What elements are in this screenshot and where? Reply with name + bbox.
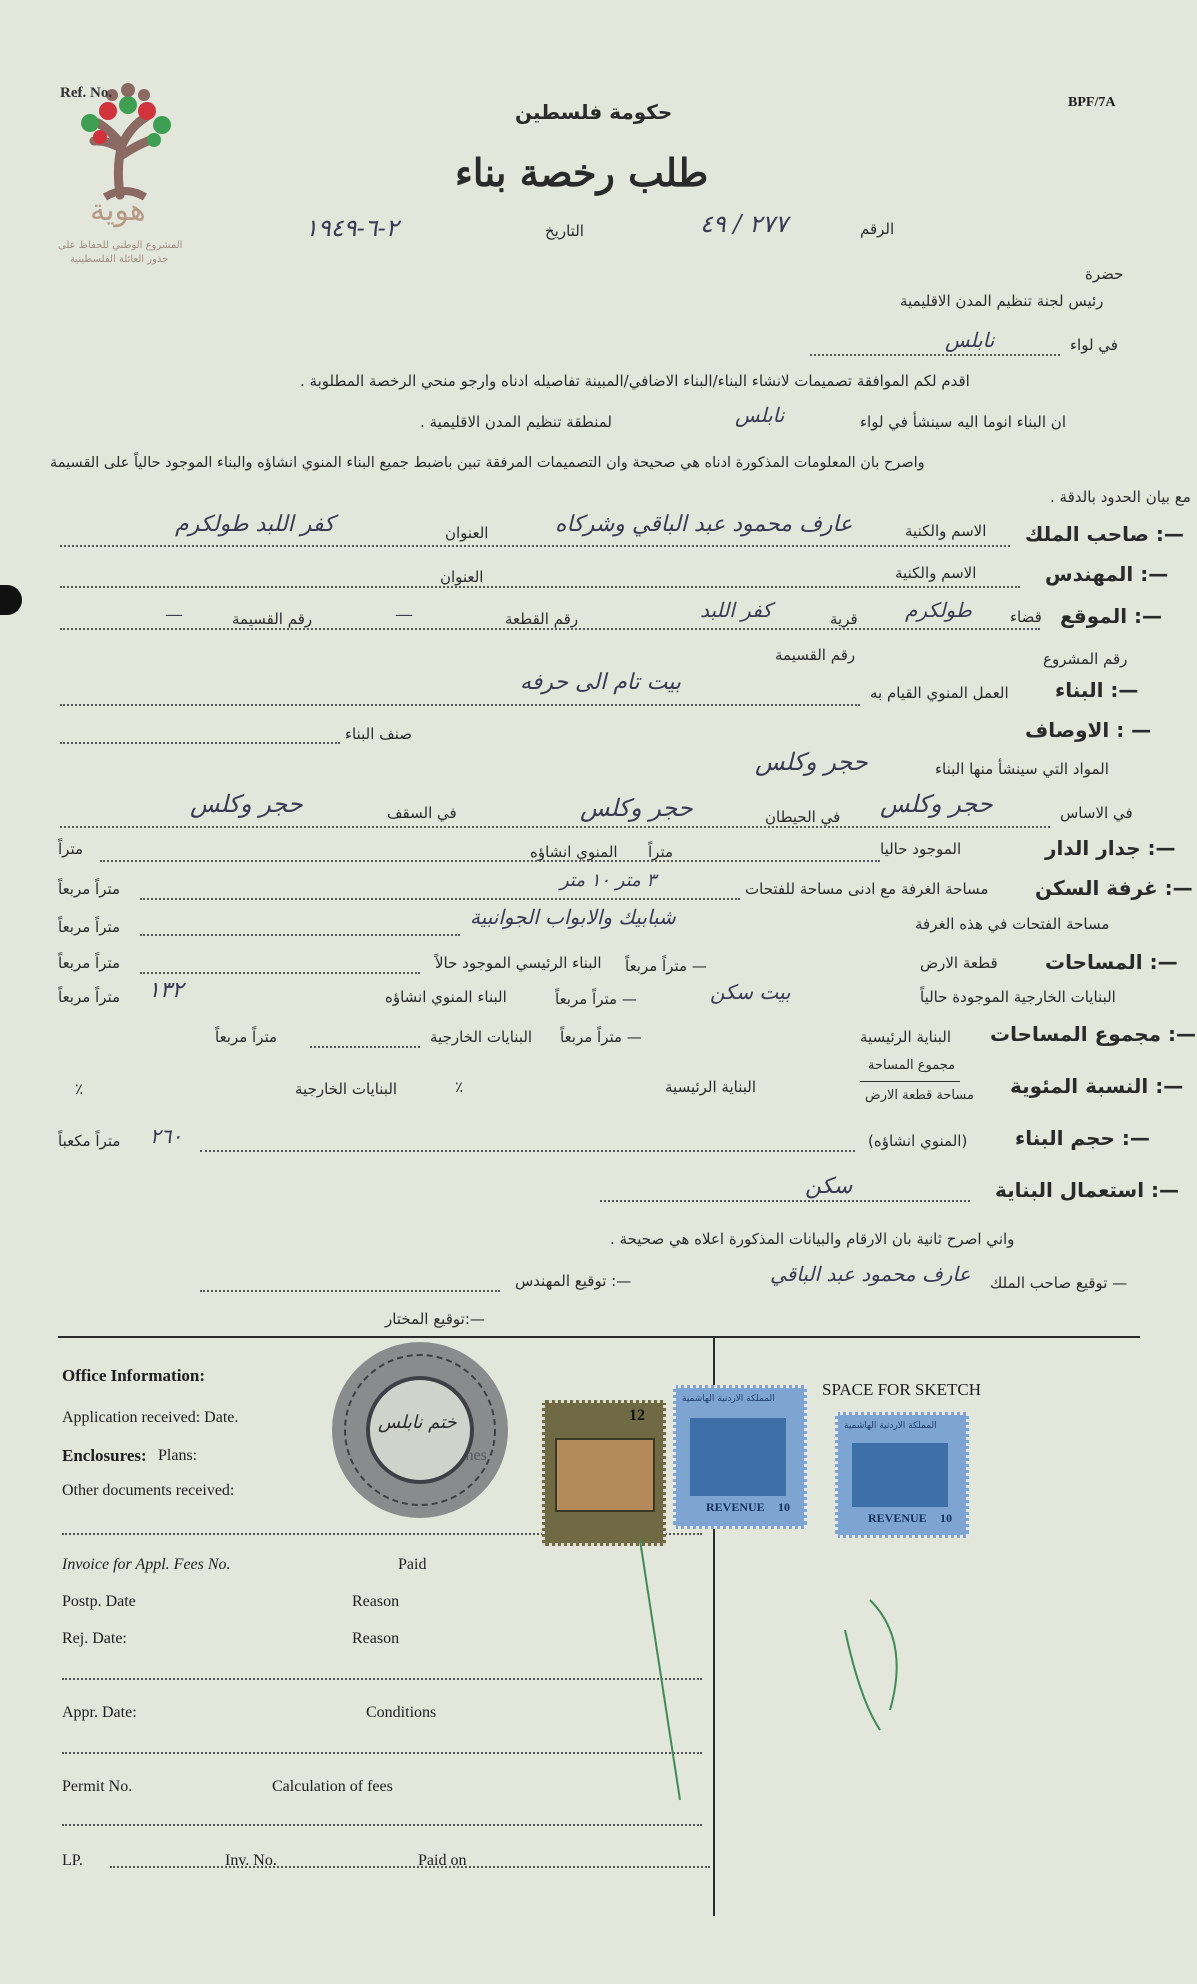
owner-name-value: عارف محمود عبد الباقي وشركاه — [555, 512, 853, 537]
date-label: التاريخ — [545, 222, 584, 240]
areas-ext-existing-label: البنايات الخارجية الموجودة حالياً — [920, 988, 1116, 1006]
punch-hole — [0, 585, 22, 615]
engineer-label: المهندس :— — [1045, 562, 1169, 586]
ratio-fraction-bar — [860, 1081, 960, 1082]
district-label: في لواء — [1070, 336, 1118, 354]
totals-ext-unit: متراً مربعاً — [215, 1028, 278, 1046]
paid-on-label: Paid on — [418, 1852, 467, 1869]
building-label: البناء :— — [1055, 678, 1139, 702]
ratio-main-label: البناية الرئيسية — [665, 1078, 757, 1096]
engineer-name-label: الاسم والكنية — [895, 564, 977, 582]
application-received: Application received: Date. — [62, 1409, 239, 1426]
areas-dotline — [140, 972, 420, 974]
totals-dotline — [310, 1046, 420, 1048]
enclosures-plans: Plans: — [158, 1447, 198, 1464]
location-district-label: قضاء — [1010, 608, 1042, 626]
areas-land-unit: متراً مربعاً — — [625, 957, 707, 975]
logo-tagline-1: المشروع الوطني للحفاظ على — [58, 240, 183, 251]
living-room-unit: متراً مربعاً — [58, 880, 121, 898]
revenue-stamp-2-label: REVENUE — [868, 1511, 927, 1525]
living-room-label: غرفة السكن :— — [1035, 876, 1193, 900]
location-plot-value: — — [395, 604, 413, 625]
ratio-label: النسبة المئوية :— — [1010, 1074, 1184, 1098]
intro-line3: واصرح بان المعلومات المذكورة ادناه هي صحيحة وان التصميمات المرفقة تبين باضبط جميع البناء المنوي انشاؤه والبناء الموجود حالياً على القسيمة — [50, 455, 925, 471]
ratio-pct2: ٪ — [75, 1080, 84, 1098]
location-label: الموقع :— — [1060, 604, 1163, 628]
engineer-signature-label: توقيع المهندس :— — [515, 1272, 632, 1290]
permit-number: Permit No. — [62, 1778, 133, 1795]
materials-foundation-label: في الاساس — [1060, 804, 1133, 822]
logo-brand-name: هوية — [90, 193, 146, 228]
government-title: حكومة فلسطين — [515, 100, 673, 124]
location-parcel-label: رقم القسيمة — [232, 610, 313, 628]
owner-dotline — [60, 545, 1010, 547]
addressee-hadra: حضرة — [1085, 265, 1124, 283]
engineer-sig-dotline — [200, 1290, 500, 1292]
living-room-area-label: مساحة الغرفة مع ادنى مساحة للفتحات — [745, 880, 989, 898]
areas-ext-unit: متراً مربعاً — — [555, 990, 637, 1008]
rejected-reason: Reason — [352, 1630, 400, 1647]
pen-mark-icon — [620, 1530, 970, 1810]
areas-main-existing-label: البناء الرئيسي الموجود حالاً — [435, 954, 602, 972]
materials-built-value: حجر وكلس — [755, 748, 868, 776]
other-documents: Other documents received: — [62, 1482, 235, 1499]
enclosures-label: Enclosures: — [62, 1446, 147, 1465]
mukhtar-signature-label: توقيع المختار:— — [385, 1310, 485, 1328]
yard-wall-dotline — [100, 860, 880, 862]
areas-land-label: قطعة الارض — [920, 954, 998, 972]
approved-date: Appr. Date: — [62, 1704, 137, 1721]
location-district-value: طولكرم — [905, 598, 972, 622]
engineer-dotline — [60, 586, 1020, 588]
descriptions-label: الاوصاف : — — [1025, 718, 1152, 742]
revenue-stamp-1-label: REVENUE — [706, 1500, 765, 1514]
office-dotline-3 — [62, 1752, 702, 1754]
office-top-border — [58, 1336, 1140, 1338]
revenue-stamp-1-value: 10 — [778, 1500, 790, 1514]
location-dotline — [60, 628, 1040, 630]
palestine-stamp-value: 12 — [629, 1407, 645, 1424]
living-room-area-value: ٣ متر ١٠ متر — [560, 870, 657, 891]
district-value: نابلس — [945, 328, 995, 352]
office-dotline-5 — [110, 1866, 710, 1868]
building-work-label: العمل المنوي القيام به — [870, 684, 1009, 702]
tree-logo-icon — [50, 45, 200, 205]
areas-main-unit: متراً مربعاً — [58, 954, 121, 972]
totals-main-label: البناية الرئيسية — [860, 1028, 952, 1046]
inv-no-label: Inv. No. — [225, 1852, 277, 1869]
materials-walls-label: في الحيطان — [765, 808, 841, 826]
calculation-of-fees: Calculation of fees — [272, 1778, 393, 1795]
form-code: BPF/7A — [1068, 95, 1116, 110]
owner-signature-value: عارف محمود عبد الباقي — [770, 1262, 971, 1286]
rejected-date: Rej. Date: — [62, 1630, 127, 1647]
materials-dotline — [60, 826, 1050, 828]
revenue-stamp-1-top: المملكة الاردنية الهاشمية — [682, 1394, 775, 1404]
yard-wall-existing-label: الموجود حاليا — [880, 840, 962, 858]
revenue-stamp-2-top: المملكة الاردنية الهاشمية — [844, 1421, 937, 1431]
volume-unit: متراً مكعباً — [58, 1132, 121, 1150]
number-label: الرقم — [860, 220, 895, 238]
location-plot-label: رقم القطعة — [505, 610, 579, 628]
location-parcel-value: — — [165, 604, 183, 625]
yard-wall-unit: متراً — [648, 843, 674, 861]
building-dotline — [60, 704, 860, 706]
palestine-revenue-stamp — [542, 1400, 666, 1546]
seal-text: ختم نابلس — [378, 1412, 457, 1433]
ratio-pct1: ٪ — [455, 1078, 464, 1096]
declaration-text: واني اصرح ثانية بان الارقام والبيانات المذكورة اعلاه هي صحيحة . — [610, 1230, 1015, 1248]
usage-label: استعمال البناية :— — [995, 1178, 1180, 1202]
location-village-label: قرية — [830, 610, 858, 628]
totals-label: مجموع المساحات :— — [990, 1022, 1196, 1046]
intro-line2-pre: ان البناء انوما اليه سينشأ في لواء — [860, 413, 1066, 431]
yard-wall-proposed-label: المنوي انشاؤه — [530, 843, 618, 861]
intro-line4: مع بيان الحدود بالدقة . — [1050, 488, 1191, 506]
yard-wall-label: جدار الدار :— — [1045, 836, 1176, 860]
living-room-openings-label: مساحة الفتحات في هذه الغرفة — [915, 915, 1110, 933]
living-room-openings-value: شبابيك والابواب الجوانبية — [470, 905, 676, 929]
number-value: ٢٧٧ / ٤٩ — [700, 210, 788, 238]
ratio-ext-label: البنايات الخارجية — [295, 1080, 398, 1098]
building-work-value: بيت تام الى حرفه — [520, 670, 681, 695]
date-value: ٢-٦-١٩٤٩ — [305, 214, 399, 242]
volume-value: ٢٦٠ — [150, 1124, 183, 1148]
usage-dotline — [600, 1200, 970, 1202]
yard-wall-unit2: متراً — [58, 840, 84, 858]
totals-main-unit: متراً مربعاً — — [560, 1028, 642, 1046]
descriptions-dotline — [60, 742, 340, 744]
ref-label: Ref. No. — [60, 85, 113, 101]
owner-address-label: العنوان — [445, 524, 489, 542]
location-village-value: كفر اللبد — [700, 598, 772, 622]
living-room-dotline — [140, 898, 740, 900]
lp-label: LP. — [62, 1852, 83, 1869]
materials-foundation-value: حجر وكلس — [880, 790, 993, 818]
living-room-unit2: متراً مربعاً — [58, 918, 121, 936]
owner-signature-label: توقيع صاحب الملك — — [990, 1274, 1128, 1292]
areas-proposed-unit: متراً مربعاً — [58, 988, 121, 1006]
sketch-heading: SPACE FOR SKETCH — [822, 1380, 982, 1399]
paid-label: Paid — [398, 1556, 427, 1573]
logo — [50, 45, 200, 280]
owner-address-value: كفر اللبد طولكرم — [175, 512, 335, 537]
areas-proposed-label: البناء المنوي انشاؤه — [385, 988, 507, 1006]
invoice-label: Invoice for Appl. Fees No. — [62, 1556, 231, 1573]
owner-name-label: الاسم والكنية — [905, 522, 987, 540]
revenue-stamp-2-value: 10 — [940, 1511, 952, 1525]
ratio-denominator: مساحة قطعة الارض — [865, 1088, 974, 1103]
materials-walls-value: حجر وكلس — [580, 794, 693, 822]
office-heading: Office Information: — [62, 1366, 206, 1385]
totals-ext-label: البنايات الخارجية — [430, 1028, 533, 1046]
location-scheme-label: رقم المشروع — [1043, 650, 1128, 668]
office-dotline-2 — [62, 1678, 702, 1680]
logo-tagline-2: جذور العائلة الفلسطينية — [70, 254, 169, 265]
volume-label: حجم البناء :— — [1015, 1126, 1150, 1150]
postponed-date: Postp. Date — [62, 1593, 136, 1610]
revenue-stamp-1 — [673, 1385, 807, 1529]
areas-proposed-value: ١٣٢ — [148, 978, 184, 1003]
usage-value: سكن — [805, 1174, 853, 1199]
form-title: طلب رخصة بناء — [455, 150, 709, 195]
addressee-committee: رئيس لجنة تنظيم المدن الاقليمية — [900, 292, 1104, 310]
intro-line1: اقدم لكم الموافقة تصميمات لانشاء البناء/البناء الاضافي/المبينة تفاصيله ادناه وارجو منحي الرخصة المطلوبة . — [300, 372, 970, 390]
areas-ext-existing-value: بيت سكن — [710, 980, 791, 1004]
location-scheme-parcel-label: رقم القسيمة — [775, 646, 856, 664]
engineer-address-label: العنوان — [440, 568, 484, 586]
conditions-label: Conditions — [366, 1704, 437, 1721]
ratio-numerator: مجموع المساحة — [868, 1058, 956, 1073]
volume-dotline — [200, 1150, 855, 1152]
postponed-reason: Reason — [352, 1593, 400, 1610]
intro-line2-post: لمنطقة تنظيم المدن الاقليمية . — [420, 413, 612, 431]
materials-roof-label: في السقف — [387, 804, 457, 822]
materials-roof-value: حجر وكلس — [190, 790, 303, 818]
living-room-dotline2 — [140, 934, 460, 936]
office-dotline-4 — [62, 1824, 702, 1826]
district-dotline — [810, 354, 1060, 356]
owner-label: صاحب الملك :— — [1025, 522, 1184, 546]
areas-label: المساحات :— — [1045, 950, 1178, 974]
materials-built-label: المواد التي سينشأ منها البناء — [935, 760, 1109, 778]
revenue-stamp-2 — [835, 1412, 969, 1538]
descriptions-class-label: صنف البناء — [345, 725, 412, 743]
intro-line2-value: نابلس — [735, 403, 785, 427]
volume-proposed-label: (المنوي انشاؤه) — [868, 1132, 968, 1150]
